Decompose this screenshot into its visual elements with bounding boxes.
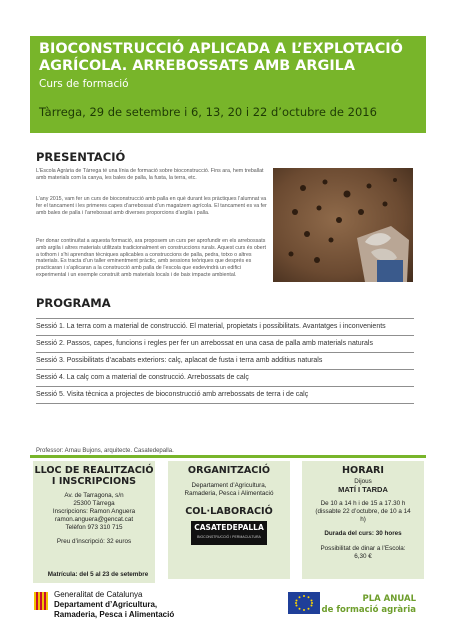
pla-line-1: PLA ANUAL [362, 594, 416, 604]
colaboracio-title: COL·LABORACIÓ [185, 506, 273, 517]
presentacio-paragraph-2: L’any 2015, vam fer un curs de bioconstrucció amb palla en què durant les pràctiques l’alumnat va fer el tancament i les primeres capes d’arrebossat d’un magatzem agrícola. El tancament es va fer amb bales de palla i l’arrebossat amb diverses proporcions d’argila i palla. [36, 196, 267, 216]
organitzacio-text: Departament d’Agricultura, Ramaderia, Pesca i Alimentació [184, 482, 274, 497]
lloc-email[interactable]: ramon.anguera@gencat.cat [54, 516, 134, 523]
casatedepalla-logo [191, 521, 267, 545]
professor-line: Professor: Arnau Bujons, arquitecte. Casatedepalla. [36, 448, 174, 454]
generalitat-logo [34, 592, 48, 610]
horari-duration: Durada del curs: 30 hores [324, 530, 402, 537]
lloc-phone: Telèfon 973 310 715 [65, 524, 123, 531]
presentacio-paragraph-1: L’Escola Agrària de Tàrrega té una línia de formació sobre bioconstrucció. Fins ara, hem treballat amb materials com la canya, les bales de palla, la fusta, la terra, etc. [36, 168, 264, 181]
horari-shift: MATÍ I TARDA [338, 485, 388, 494]
lloc-city: 25300 Tàrrega [73, 500, 115, 507]
lloc-inscriptions: Inscripcions: Ramon Anguera [52, 508, 136, 515]
organitzacio-box [168, 461, 290, 579]
department-signature [54, 590, 174, 620]
divider-bar [30, 455, 426, 458]
casatedepalla-logo-text: CASATEDEPALLA [194, 523, 264, 532]
generalitat-logo-icon [34, 592, 48, 610]
pla-line-2: de formació agrària [321, 605, 416, 615]
worker-photo-drawing [273, 168, 413, 282]
lloc-title: LLOC DE REALITZACIÓ I INSCRIPCIONS [34, 465, 154, 487]
programa-heading: PROGRAMA [36, 296, 111, 310]
lloc-price: Preu d’inscripció: 32 euros [56, 538, 132, 545]
session-2: Sessió 2. Passos, capes, funcions i regles per fer un arrebossat en una casa de palla amb materials naturals [36, 336, 414, 353]
worker-photo [273, 168, 413, 282]
presentacio-heading: PRESENTACIÓ [36, 150, 126, 164]
horari-lunch: Possibilitat de dinar a l’Escola: 6,30 € [320, 545, 406, 560]
presentacio-paragraph-3: Per donar continuïtat a aquesta formació, ara proposem un curs per aprofundir en els arrebossats amb argila i altres materials utilitzats tradicionalment en construccions rurals. Aquest curs és obert a tothom i s’hi aprendran tècniques aplicables a construccions de palla, pedra, totxo o altres materials. Es tracta d’un taller eminentment pràctic, amb sessions teòriques que després es practicaran i s’aplicaran a la construcció amb palla de l’escola que esdevindrà un edifici experimental i un exemple construït amb materials locals i de baix impacte ambiental. [36, 238, 266, 278]
horari-days: Dijous [354, 478, 372, 485]
horari-exception: (dissabte 22 d’octubre, de 10 a 14 h) [315, 508, 411, 523]
session-1: Sessió 1. La terra com a material de construcció. El material, propietats i possibilitats. Avantatges i inconvenients [36, 318, 414, 336]
course-title: BIOCONSTRUCCIÓ APLICADA A L’EXPLOTACIÓ AGRÍCOLA. ARREBOSSATS AMB ARGILA [39, 41, 403, 74]
session-4: Sessió 4. La calç com a material de construcció. Arrebossats de calç [36, 370, 414, 387]
eu-flag-drawing [288, 592, 320, 614]
course-subtitle: Curs de formació [39, 78, 129, 90]
title-banner [30, 36, 426, 133]
pla-anual-logo [322, 594, 416, 616]
eu-flag-icon [288, 592, 320, 614]
course-dates: Tàrrega, 29 de setembre i 6, 13, 20 i 22 d’octubre de 2016 [39, 105, 377, 119]
horari-box [302, 461, 424, 579]
sessions-list [36, 318, 414, 404]
footer-gen2: Departament d’Agricultura, [54, 600, 158, 609]
session-5: Sessió 5. Visita tècnica a projectes de bioconstrucció amb arrebossats de terra i de calç [36, 387, 414, 404]
horari-title: HORARI [342, 465, 384, 476]
lloc-address: Av. de Tarragona, s/n [64, 492, 124, 499]
session-3: Sessió 3. Possibilitats d’acabats exteriors: calç, aplacat de fusta i terra amb additius naturals [36, 353, 414, 370]
lloc-box [33, 461, 155, 583]
lloc-matricula: Matrícula: del 5 al 23 de setembre [47, 571, 149, 578]
casatedepalla-tagline: BIOCONSTRUCCIÓ I PERMACULTURA [197, 535, 261, 539]
organitzacio-title: ORGANITZACIÓ [187, 465, 271, 476]
footer-gen3: Ramaderia, Pesca i Alimentació [54, 610, 175, 619]
horari-hours: De 10 a 14 h i de 15 a 17.30 h [320, 500, 406, 507]
footer-gen1: Generalitat de Catalunya [54, 590, 143, 599]
